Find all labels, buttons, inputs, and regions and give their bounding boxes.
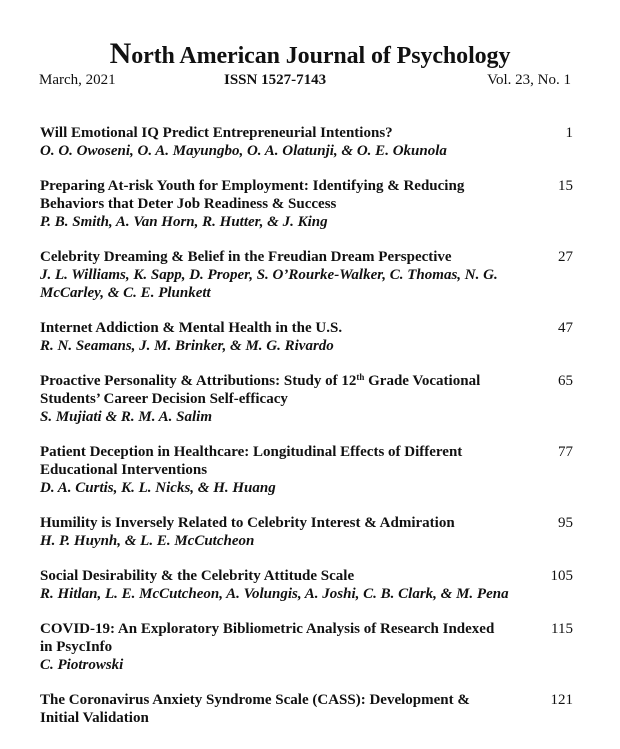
toc-entry[interactable]	[40, 620, 573, 674]
article-title[interactable]: Patient Deception in Healthcare: Longitudinal Effects of Different Educational Interventions	[40, 444, 463, 478]
article-title[interactable]: The Coronavirus Anxiety Syndrome Scale (CASS): Development & Initial Validation	[40, 692, 470, 726]
page-number: 1	[565, 125, 573, 141]
toc-entry[interactable]	[40, 248, 573, 302]
article-authors: D. A. Curtis, K. L. Nicks, & H. Huang	[40, 480, 276, 496]
masthead	[39, 71, 571, 89]
page-number: 65	[558, 373, 573, 389]
title-part: Proactive Personality & Attributions: Study of 12	[40, 373, 357, 389]
article-authors: H. P. Huynh, & L. E. McCutcheon	[40, 533, 255, 549]
article-title[interactable]: COVID-19: An Exploratory Bibliometric Analysis of Research Indexed in PsycInfo	[40, 621, 495, 655]
journal-title	[0, 37, 620, 70]
page-number: 115	[551, 621, 573, 637]
toc-entry[interactable]	[40, 124, 573, 160]
volume-number: Vol. 23, No. 1	[487, 72, 571, 88]
page-number: 15	[558, 178, 573, 194]
page-number: 121	[550, 692, 573, 708]
article-title[interactable]: Internet Addiction & Mental Health in the U.S.	[40, 320, 343, 336]
journal-title-initial: N	[109, 37, 132, 70]
page-number: 77	[558, 444, 573, 460]
article-authors: C. Piotrowski	[40, 657, 124, 673]
toc-entry[interactable]	[40, 443, 573, 497]
toc-entry[interactable]	[40, 514, 573, 550]
toc-entry[interactable]	[40, 372, 573, 426]
article-authors: P. B. Smith, A. Van Horn, R. Hutter, & J. King	[40, 214, 328, 230]
page-number: 105	[550, 568, 573, 584]
page-number: 95	[558, 515, 573, 531]
article-title[interactable]: Humility is Inversely Related to Celebrity Interest & Admiration	[40, 515, 455, 531]
article-title[interactable]: Will Emotional IQ Predict Entrepreneurial Intentions?	[40, 125, 393, 141]
article-title[interactable]	[40, 372, 510, 408]
toc-entry[interactable]	[40, 319, 573, 355]
article-authors: R. Hitlan, L. E. McCutcheon, A. Volungis, A. Joshi, C. B. Clark, & M. Pena	[40, 586, 509, 602]
article-authors: S. Mujiati & R. M. A. Salim	[40, 409, 212, 425]
article-title[interactable]: Preparing At-risk Youth for Employment: Identifying & Reducing Behaviors that Deter Job Readiness & Success	[40, 178, 465, 212]
article-title[interactable]: Social Desirability & the Celebrity Attitude Scale	[40, 568, 355, 584]
article-authors: J. L. Williams, K. Sapp, D. Proper, S. O’Rourke-Walker, C. Thomas, N. G. McCarley, & C. E. Plunkett	[40, 267, 498, 301]
toc-entry[interactable]	[40, 691, 573, 727]
article-title[interactable]: Celebrity Dreaming & Belief in the Freudian Dream Perspective	[40, 249, 452, 265]
issue-date: March, 2021	[39, 72, 116, 88]
table-of-contents	[40, 124, 573, 744]
title-part: Grade Vocational Students’ Career Decision Self-efficacy	[40, 373, 481, 407]
journal-title-rest: orth American Journal of Psychology	[131, 43, 511, 69]
article-authors: O. O. Owoseni, O. A. Mayungbo, O. A. Olatunji, & O. E. Okunola	[40, 143, 447, 159]
article-authors: R. N. Seamans, J. M. Brinker, & M. G. Rivardo	[40, 338, 334, 354]
issn: ISSN 1527-7143	[224, 72, 327, 88]
ordinal-superscript: th	[356, 372, 365, 382]
page-number: 47	[558, 320, 573, 336]
toc-entry[interactable]	[40, 567, 573, 603]
page-number: 27	[558, 249, 573, 265]
toc-entry[interactable]	[40, 177, 573, 231]
